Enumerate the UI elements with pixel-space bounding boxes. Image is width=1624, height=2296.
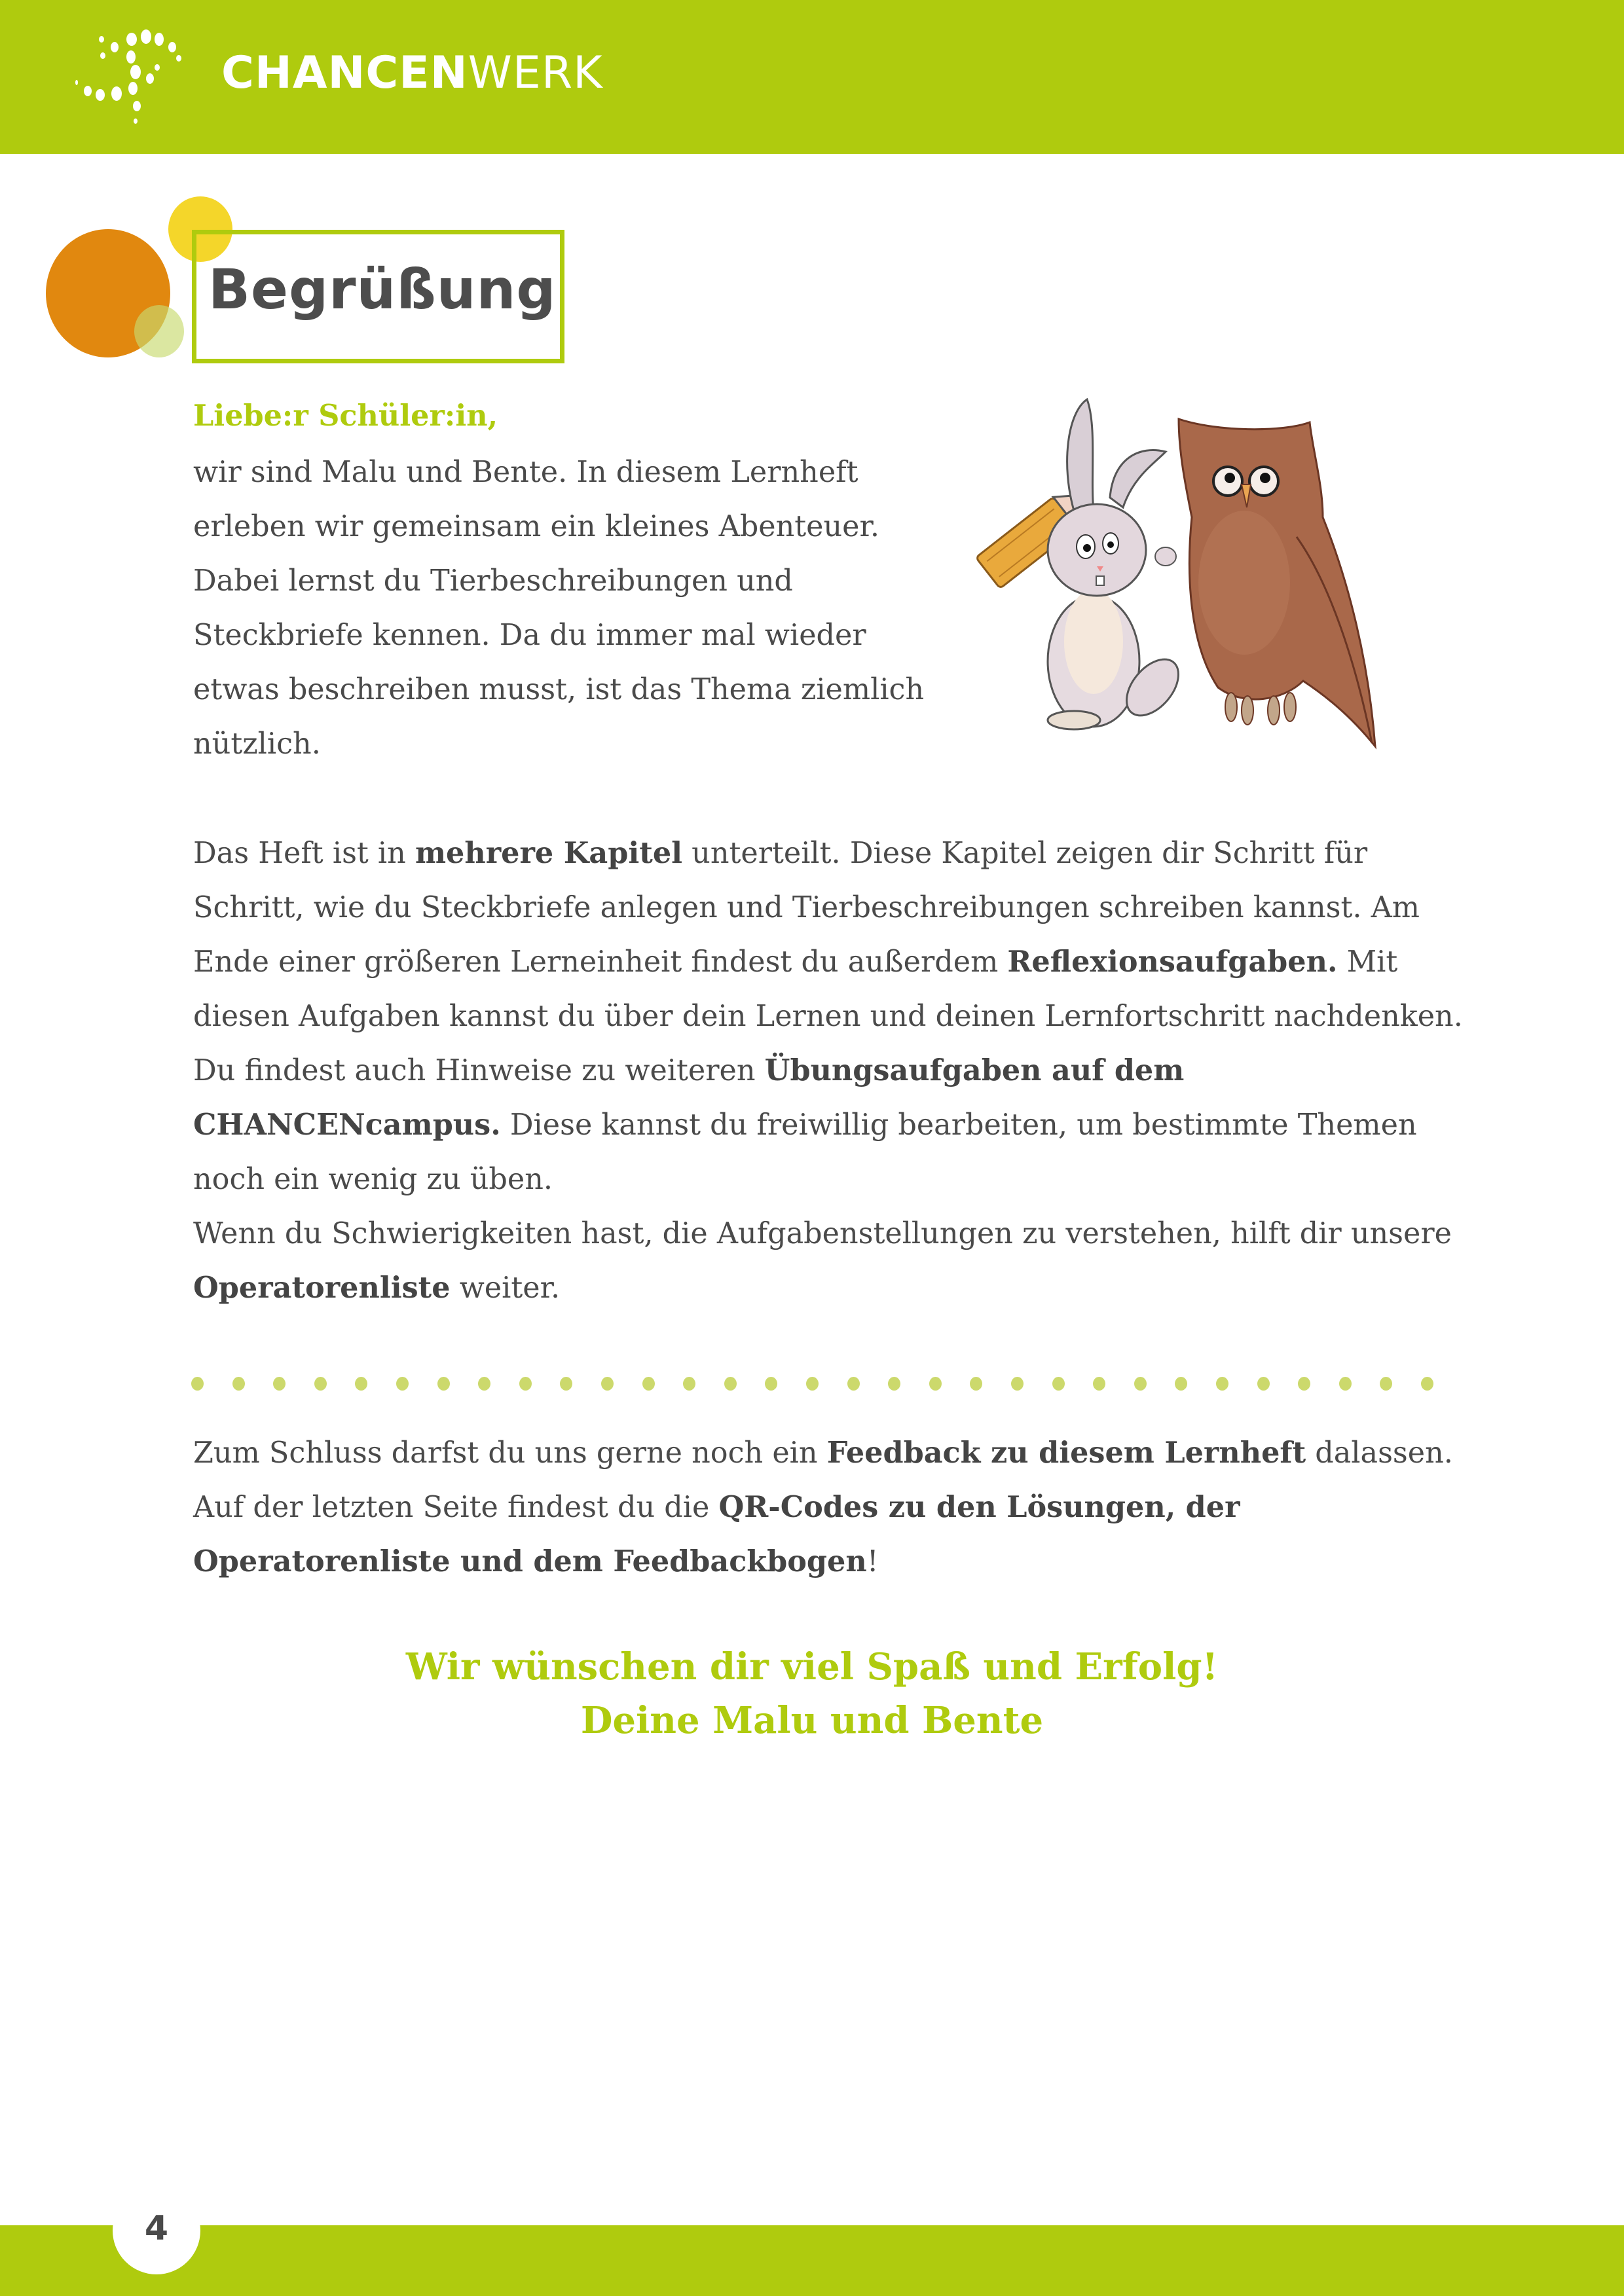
divider-dot — [1011, 1377, 1024, 1391]
body-text: Wenn du Schwierigkeiten hast, die Aufgabenstellungen zu verstehen, hilft dir unsere — [193, 1217, 1452, 1250]
divider-dot — [970, 1377, 982, 1391]
brand-name-light: WERK — [468, 47, 603, 99]
feedback-bold: Feedback zu diesem Lernheft — [826, 1436, 1306, 1470]
divider-dot — [273, 1377, 286, 1391]
feedback-text: dalassen. — [1306, 1436, 1453, 1470]
body-text: Das Heft ist in — [193, 837, 415, 870]
body-bold-campus: Übungsaufgaben auf dem CHANCENcampus. — [193, 1053, 1185, 1142]
body-bold-reflection: Reflexionsaufgaben. — [1007, 945, 1338, 979]
decor-circle-lime — [134, 305, 184, 357]
divider-dot — [191, 1377, 204, 1391]
greeting: Liebe:r Schüler:in, — [193, 399, 498, 433]
divider-dot — [601, 1377, 614, 1391]
divider-dot — [1134, 1377, 1147, 1391]
divider-dot — [519, 1377, 532, 1391]
divider-dot — [355, 1377, 367, 1391]
closing-signature: Deine Malu und Bente — [580, 1699, 1044, 1742]
feedback-text: ! — [866, 1545, 879, 1578]
divider-dot — [314, 1377, 327, 1391]
feedback-text: Auf der letzten Seite findest du die — [193, 1491, 719, 1524]
owl-icon — [1179, 419, 1375, 746]
body-paragraph — [193, 826, 1470, 1315]
body-bold-operators: Operatorenliste — [193, 1271, 451, 1305]
divider-dot — [683, 1377, 695, 1391]
divider-dot — [478, 1377, 490, 1391]
chancenwerk-logo-icon — [69, 26, 200, 131]
body-bold-chapters: mehrere Kapitel — [415, 836, 683, 870]
divider-dot — [642, 1377, 655, 1391]
closing-wish: Wir wünschen dir viel Spaß und Erfolg! — [405, 1645, 1219, 1688]
feedback-paragraph — [193, 1426, 1470, 1589]
page-title: Begrüßung — [208, 257, 557, 321]
body-text: unterteilt. Diese Kapitel zeigen dir Schritt für Schritt, wie du Steckbriefe anlegen und Tierbeschreibungen schreiben kannst. Am Ende einer größeren Lerneinheit findest du außerdem — [193, 837, 1420, 979]
feedback-bold-qr: QR-Codes zu den Lösungen, der Operatorenliste und dem Feedbackbogen — [193, 1490, 1240, 1578]
divider-dot — [1380, 1377, 1392, 1391]
divider-dot — [232, 1377, 245, 1391]
brand-name — [221, 47, 603, 99]
divider-dot — [765, 1377, 777, 1391]
divider-dot — [1339, 1377, 1352, 1391]
header-band — [0, 0, 1624, 154]
page-number: 4 — [144, 2209, 169, 2248]
footer-band — [0, 2225, 1624, 2296]
divider-dot — [724, 1377, 737, 1391]
divider-dot — [806, 1377, 819, 1391]
divider-dot — [1257, 1377, 1270, 1391]
divider-dot — [396, 1377, 409, 1391]
divider-dot — [1052, 1377, 1065, 1391]
body-text: Diese kannst du freiwillig bearbeiten, um bestimmte Themen noch ein wenig zu üben. — [193, 1108, 1417, 1196]
brand-name-bold: CHANCEN — [221, 47, 468, 99]
divider-dot — [560, 1377, 572, 1391]
divider-dot — [929, 1377, 942, 1391]
body-text: weiter. — [450, 1271, 561, 1305]
body-text: Mit diesen Aufgaben kannst du über dein Lernen und deinen Lernfortschritt nachdenken. Du findest auch Hinweise zu weiteren — [193, 945, 1463, 1087]
intro-paragraph: wir sind Malu und Bente. In diesem Lernheft erleben wir gemeinsam ein kleines Abenteuer. Dabei lernst du Tierbeschreibungen und Steckbriefe kennen. Da du immer mal wieder etwas beschreiben musst, ist das Thema ziemlich nützlich. — [193, 456, 925, 761]
divider-dot — [1421, 1377, 1433, 1391]
divider-dot — [1093, 1377, 1105, 1391]
divider-dot — [847, 1377, 860, 1391]
dotted-divider — [191, 1377, 1435, 1391]
divider-dot — [888, 1377, 900, 1391]
rabbit-icon — [976, 399, 1189, 729]
rabbit-and-owl-illustration — [956, 386, 1401, 773]
divider-dot — [1175, 1377, 1187, 1391]
feedback-text: Zum Schluss darfst du uns gerne noch ein — [193, 1436, 827, 1470]
divider-dot — [1298, 1377, 1310, 1391]
divider-dot — [1216, 1377, 1228, 1391]
divider-dot — [437, 1377, 450, 1391]
